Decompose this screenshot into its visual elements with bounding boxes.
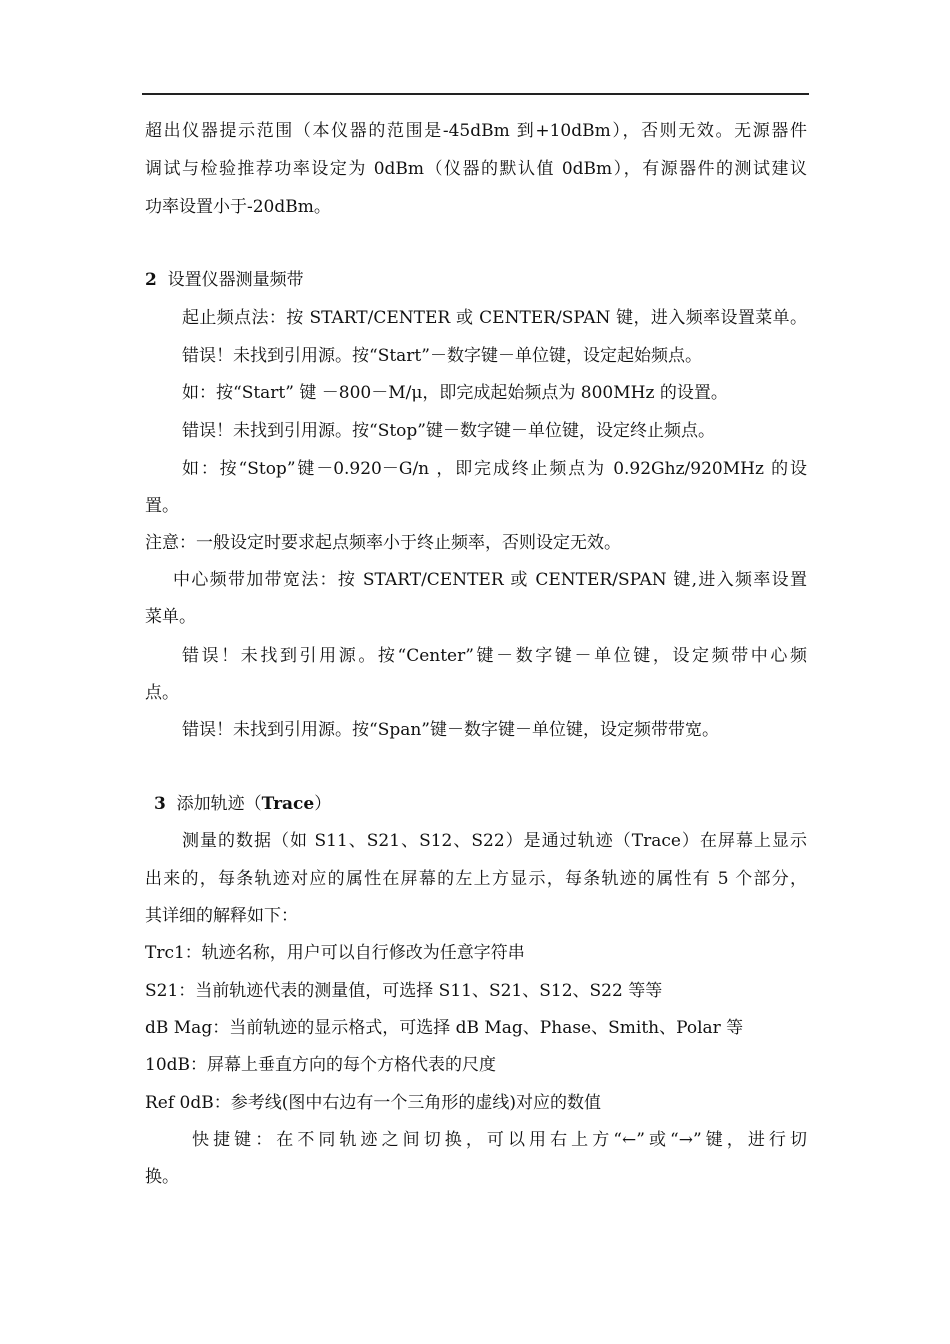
paragraph-line: 错误！未找到引用源。按“Stop”键－数字键－单位键，设定终止频点。 — [182, 421, 715, 441]
section-title: 设置仪器测量频带 — [167, 270, 304, 290]
header-rule — [142, 93, 809, 95]
section-2-heading — [145, 270, 304, 290]
definition-line: Trc1：轨迹名称，用户可以自行修改为任意字符串 — [145, 943, 525, 963]
section-3-heading — [154, 794, 331, 814]
paragraph-line: 错误！未找到引用源。按“Span”键－数字键－单位键，设定频带带宽。 — [182, 720, 719, 740]
section-title-bold: Trace — [261, 794, 315, 814]
paragraph-line: 如：按“Start” 键 －800－M/μ，即完成起始频点为 800MHz 的设置。 — [182, 383, 728, 403]
definition-line: 10dB：屏幕上垂直方向的每个方格代表的尺度 — [145, 1055, 497, 1075]
paragraph-line: 快捷键：在不同轨迹之间切换，可以用右上方“←”或“→”键，进行切 — [192, 1130, 807, 1150]
paragraph-line: 调试与检验推荐功率设定为 0dBm（仪器的默认值 0dBm），有源器件的测试建议 — [145, 159, 807, 179]
section-number: 2 — [145, 270, 157, 290]
paragraph-line: 超出仪器提示范围（本仪器的范围是-45dBm 到+10dBm），否则无效。无源器件 — [145, 121, 807, 141]
paragraph-line: 出来的，每条轨迹对应的属性在屏幕的左上方显示，每条轨迹的属性有 5 个部分， — [145, 869, 807, 889]
paragraph-line: 测量的数据（如 S11、S21、S12、S22）是通过轨迹（Trace）在屏幕上显示 — [182, 831, 807, 851]
paragraph-line: 菜单。 — [145, 607, 196, 627]
definition-line: Ref 0dB：参考线(图中右边有一个三角形的虚线)对应的数值 — [145, 1093, 602, 1113]
section-title-prefix: 添加轨迹（ — [176, 794, 262, 814]
paragraph-line: 中心频带加带宽法：按 START/CENTER 或 CENTER/SPAN 键,进入频率设置 — [173, 570, 807, 590]
paragraph-line: 如：按“Stop”键－0.920－G/n ，即完成终止频点为 0.92Ghz/920MHz 的设 — [182, 459, 807, 479]
paragraph-line: 错误！未找到引用源。按“Start”－数字键－单位键，设定起始频点。 — [182, 346, 702, 366]
paragraph-line: 起止频点法：按 START/CENTER 或 CENTER/SPAN 键，进入频率设置菜单。 — [182, 308, 807, 328]
note-line: 注意：一般设定时要求起点频率小于终止频率，否则设定无效。 — [145, 533, 621, 553]
paragraph-line: 点。 — [145, 683, 179, 703]
paragraph-line: 错误！未找到引用源。按“Center”键－数字键－单位键，设定频带中心频 — [182, 646, 807, 666]
paragraph-line: 置。 — [145, 496, 179, 516]
section-number: 3 — [154, 794, 166, 814]
paragraph-line: 换。 — [145, 1167, 179, 1187]
section-title-suffix: ） — [314, 794, 332, 814]
paragraph-line: 其详细的解释如下： — [145, 906, 298, 926]
paragraph-line: 功率设置小于-20dBm。 — [145, 197, 331, 217]
definition-line: S21：当前轨迹代表的测量值，可选择 S11、S21、S12、S22 等等 — [145, 981, 663, 1001]
definition-line: dB Mag：当前轨迹的显示格式，可选择 dB Mag、Phase、Smith、Polar 等 — [145, 1018, 744, 1038]
